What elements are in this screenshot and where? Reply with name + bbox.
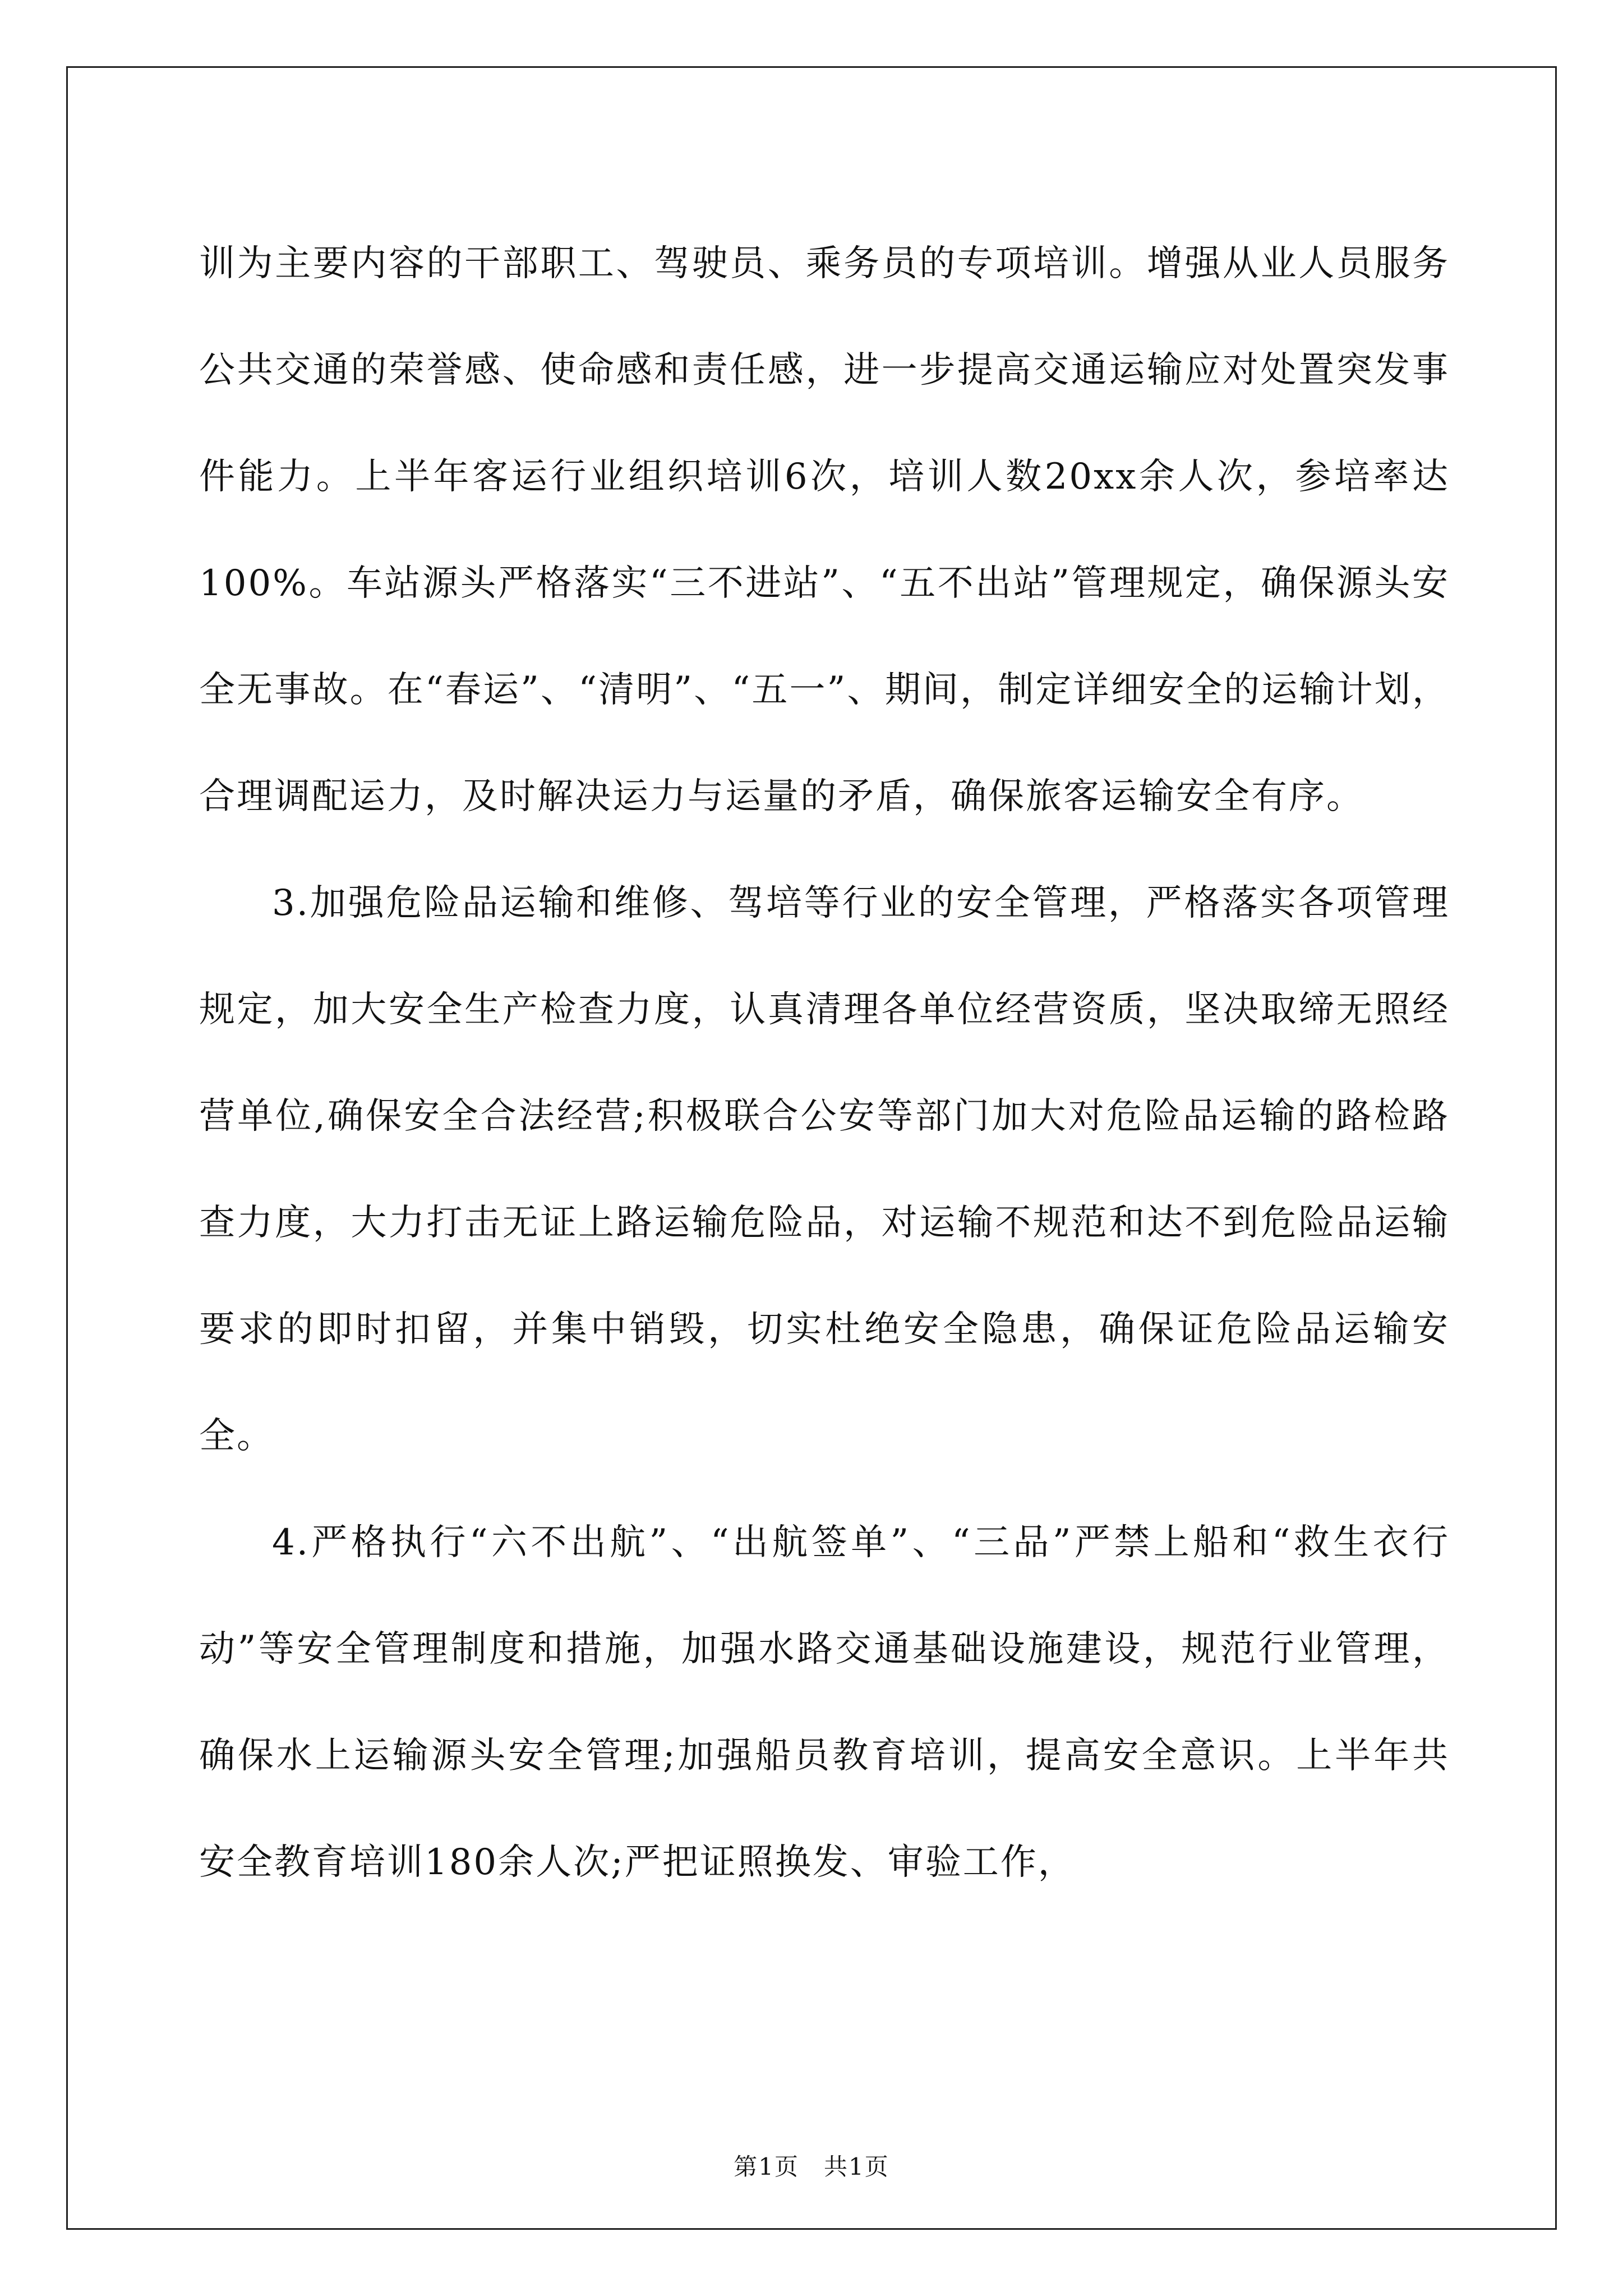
document-body [199,210,1450,1916]
page-number-footer: 第1页 共1页 [734,2153,889,2180]
paragraph-waterway-safety: 4.严格执行“六不出航”、“出航签单”、“三品”严禁上船和“救生衣行动”等安全管理制度和措施，加强水路交通基础设施建设，规范行业管理，确保水上运输源头安全管理;加强船员教育培训，提高安全意识。上半年共安全教育培训180余人次;严把证照换发、审验工作， [199,1522,1450,1883]
paragraph-hazardous-goods: 3.加强危险品运输和维修、驾培等行业的安全管理，严格落实各项管理规定，加大安全生产检查力度，认真清理各单位经营资质，坚决取缔无照经营单位,确保安全合法经营;积极联合公安等部门加大对危险品运输的路检路查力度，大力打击无证上路运输危险品，对运输不规范和达不到危险品运输要求的即时扣留，并集中销毁，切实杜绝安全隐患，确保证危险品运输安全。 [199,882,1450,1457]
paragraph-training: 训为主要内容的干部职工、驾驶员、乘务员的专项培训。增强从业人员服务公共交通的荣誉感、使命感和责任感，进一步提高交通运输应对处置突发事件能力。上半年客运行业组织培训6次，培训人数20xx余人次，参培率达100%。车站源头严格落实“三不进站”、“五不出站”管理规定，确保源头安全无事故。在“春运”、“清明”、“五一”、期间，制定详细安全的运输计划，合理调配运力，及时解决运力与运量的矛盾，确保旅客运输安全有序。 [199,243,1450,817]
